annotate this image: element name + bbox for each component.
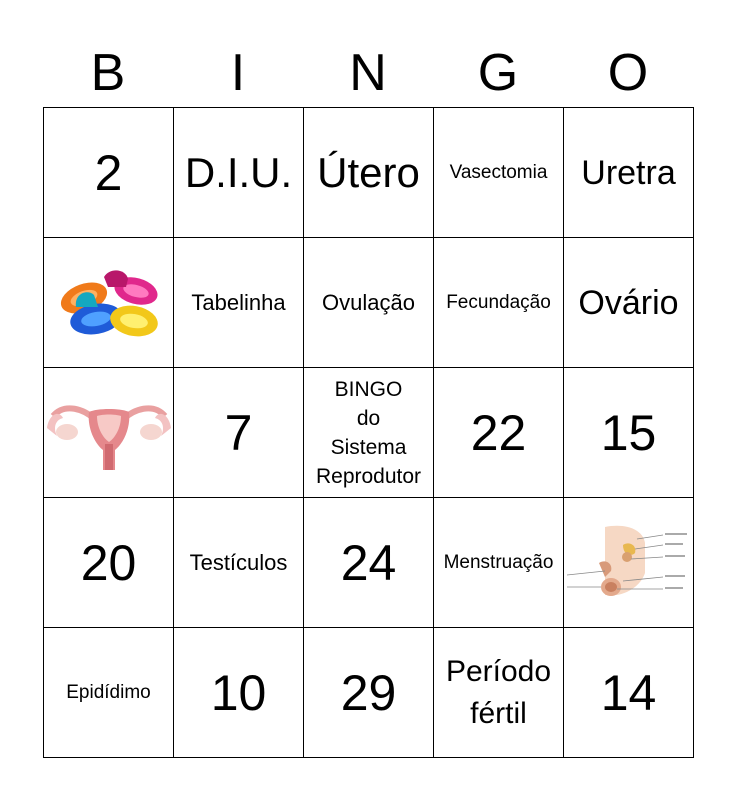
bingo-cell[interactable] (44, 238, 174, 368)
header-letter-o: O (607, 44, 649, 102)
bingo-cell[interactable]: Fecundação (434, 238, 564, 368)
bingo-cell[interactable] (44, 368, 174, 498)
bingo-cell[interactable]: 24 (304, 498, 434, 628)
bingo-cell[interactable]: Uretra (564, 108, 694, 238)
header-letter-n: N (349, 44, 387, 102)
bingo-cell[interactable]: Menstruação (434, 498, 564, 628)
bingo-cell[interactable]: 20 (44, 498, 174, 628)
bingo-cell[interactable]: 22 (434, 368, 564, 498)
bingo-cell[interactable] (564, 498, 694, 628)
bingo-cell[interactable]: 29 (304, 628, 434, 758)
bingo-cell[interactable]: 7 (174, 368, 304, 498)
condoms-image (54, 263, 164, 343)
bingo-cell[interactable]: 10 (174, 628, 304, 758)
bingo-cell[interactable]: D.I.U. (174, 108, 304, 238)
bingo-cell[interactable]: Período fértil (434, 628, 564, 758)
bingo-cell[interactable]: Útero (304, 108, 434, 238)
bingo-cell[interactable]: 15 (564, 368, 694, 498)
bingo-cell[interactable]: Tabelinha (174, 238, 304, 368)
uterus-image (45, 388, 173, 478)
bingo-cell[interactable]: 2 (44, 108, 174, 238)
bingo-cell[interactable]: Epidídimo (44, 628, 174, 758)
header-letter-i: I (230, 44, 246, 102)
header-letter-b: B (90, 44, 126, 102)
bingo-cell[interactable]: Ovulação (304, 238, 434, 368)
bingo-cell[interactable]: 14 (564, 628, 694, 758)
bingo-card (43, 107, 694, 758)
free-space: BINGO do Sistema Reprodutor (304, 368, 434, 498)
bingo-header (43, 38, 693, 108)
bingo-cell[interactable]: Testículos (174, 498, 304, 628)
male-reproductive-diagram-image (565, 523, 693, 603)
bingo-cell[interactable]: Ovário (564, 238, 694, 368)
bingo-cell[interactable]: Vasectomia (434, 108, 564, 238)
header-letter-g: G (477, 44, 519, 102)
